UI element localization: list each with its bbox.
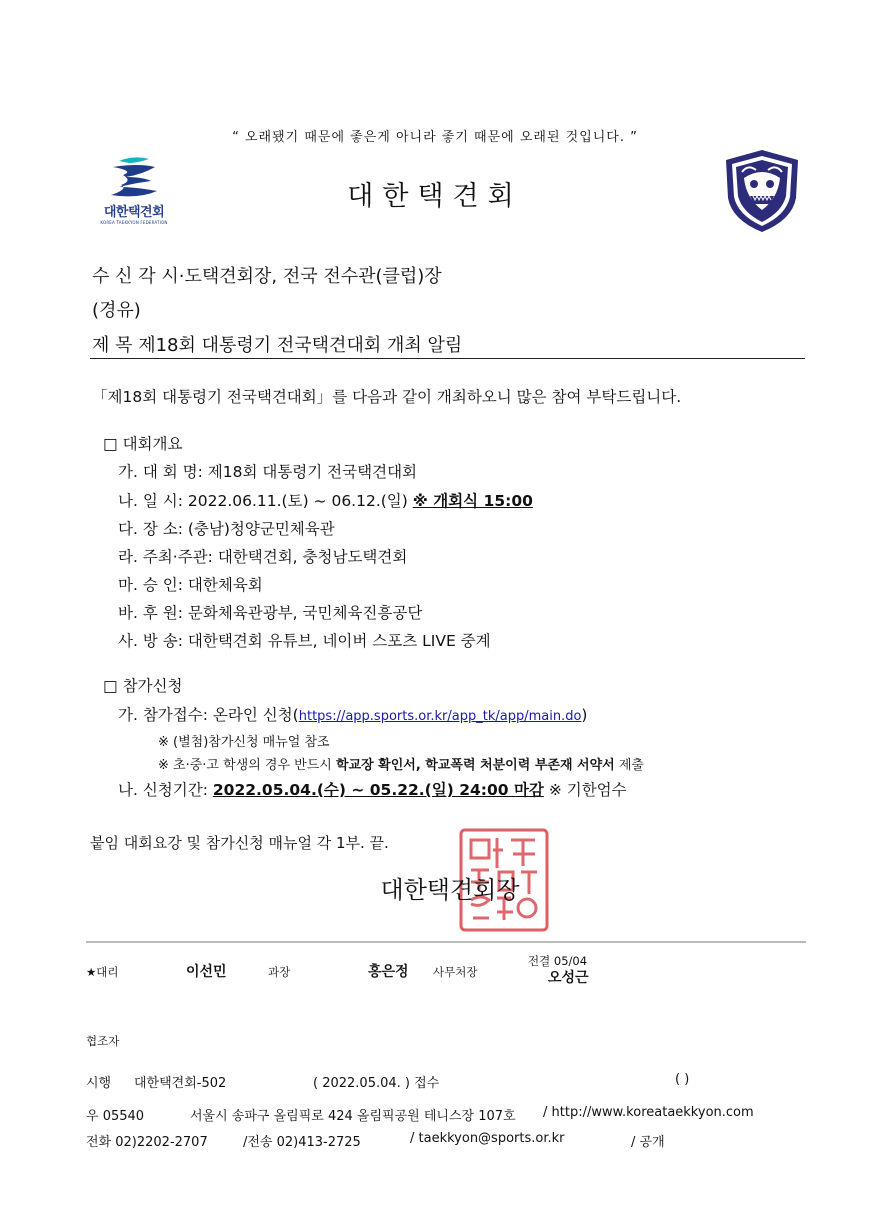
apply-item-online: 가. 참가접수: 온라인 신청(https://app.sports.or.kr/app_tk/app/main.do) (118, 706, 588, 724)
via-line: (경유) (92, 300, 141, 321)
approver2-name: 홍은정 (368, 964, 409, 980)
logo-subtext: KOREA TAEKKYON FEDERATION (100, 220, 168, 225)
apply-note-manual: ※ (별첨)참가신청 매뉴얼 참조 (158, 735, 330, 750)
apply-link[interactable]: https://app.sports.or.kr/app_tk/app/main.do (298, 709, 582, 724)
overview-item-host: 라. 주최·주관: 대한택견회, 충청남도택견회 (118, 548, 408, 566)
footer-doc-date: ( 2022.05.04. ) 접수 (313, 1076, 440, 1091)
cooperator-label: 협조자 (86, 1034, 120, 1048)
approver3-name: 오성근 (548, 970, 589, 986)
footer-receipt: ( ) (675, 1072, 690, 1087)
org-title: 대한택견회 (347, 181, 523, 212)
footer-address: 서울시 송파구 올림픽로 424 올림픽공원 테니스장 107호 (190, 1109, 516, 1124)
opening-ceremony: ※ 개회식 15:00 (412, 492, 533, 510)
section-overview-title: □ 대회개요 (103, 435, 183, 453)
footer-doc-number: 대한택견회-502 (134, 1076, 227, 1091)
overview-item-date: 나. 일 시: 2022.06.11.(토) ~ 06.12.(일) ※ 개회식 15:00 (118, 492, 533, 510)
logo-text: 대한택견회 (103, 205, 165, 220)
overview-item-name: 가. 대 회 명: 제18회 대통령기 전국택견대회 (118, 463, 418, 481)
apply-deadline: 2022.05.04.(수) ~ 05.22.(일) 24:00 마감 (212, 781, 544, 799)
approver3-title: 사무처장 (433, 965, 478, 979)
overview-item-broadcast: 사. 방 송: 대한택견회 유튜브, 네이버 스포츠 LIVE 중계 (118, 632, 491, 650)
attachment-line: 붙임 대회요강 및 참가신청 매뉴얼 각 1부. 끝. (90, 834, 389, 852)
footer-email[interactable]: / taekkyon@sports.or.kr (410, 1131, 565, 1146)
subject-line: 제 목 제18회 대통령기 전국택견대회 개최 알림 (92, 335, 463, 356)
footer-public: / 공개 (631, 1135, 665, 1150)
recipient-line: 수 신 각 시·도택견회장, 전국 전수관(클럽)장 (92, 266, 442, 287)
approval-divider (86, 941, 806, 943)
footer-zip: 우 05540 (86, 1109, 145, 1124)
overview-item-sponsor: 바. 후 원: 문화체육관광부, 국민체육진흥공단 (118, 604, 423, 622)
sender-name: 대한택견회장 (380, 876, 520, 904)
approver3-date: 전결 05/04 (528, 954, 588, 968)
approver2-title: 과장 (268, 965, 291, 979)
intro-text: 「제18회 대통령기 전국택견대회」를 다음과 같이 개최하오니 많은 참여 부탁드립니다. (92, 388, 682, 406)
section-apply-title: □ 참가신청 (103, 677, 183, 695)
footer-doc-label: 시행 (86, 1076, 112, 1091)
footer-tel: 전화 02)2202-2707 (86, 1135, 208, 1150)
apply-note-students: ※ 초·중·고 학생의 경우 반드시 학교장 확인서, 학교폭력 처분이력 부존재 서약서 제출 (158, 758, 644, 773)
apply-item-period: 나. 신청기간: 2022.05.04.(수) ~ 05.22.(일) 24:00 마감 ※ 기한엄수 (118, 781, 627, 799)
emblem-icon (722, 148, 802, 234)
footer-fax: /전송 02)413-2725 (243, 1135, 361, 1150)
motto: “ 오래됐기 때문에 좋은게 아니라 좋기 때문에 오래된 것입니다. ” (232, 130, 638, 145)
approver1-title: ★대리 (86, 965, 119, 979)
overview-item-approval: 마. 승 인: 대한체육회 (118, 576, 263, 594)
approver1-name: 이선민 (186, 964, 227, 980)
overview-item-venue: 다. 장 소: (충남)청양군민체육관 (118, 520, 335, 538)
footer-website[interactable]: / http://www.koreataekkyon.com (543, 1105, 754, 1120)
header-divider (90, 358, 805, 359)
